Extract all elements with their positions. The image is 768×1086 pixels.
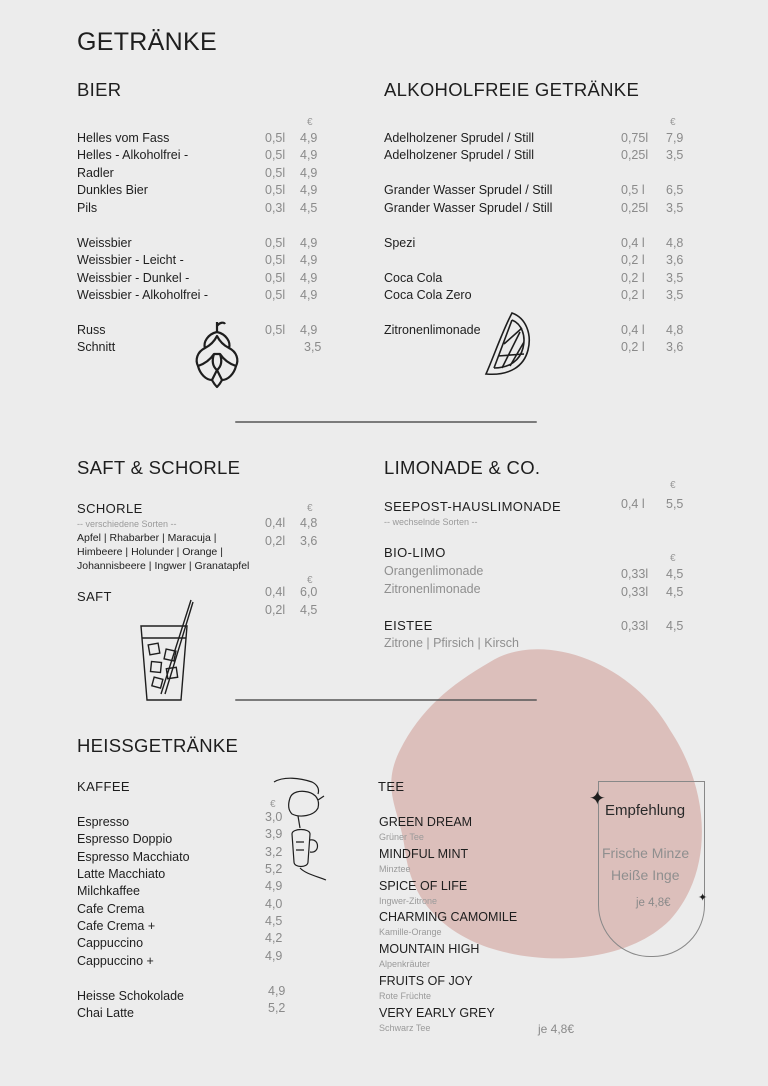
tee-item-name: VERY EARLY GREY (379, 1005, 495, 1020)
bier-item-name: Radler (77, 166, 114, 180)
tee-item-description: Minztee (379, 863, 411, 874)
kaffee-item-price: 4,9 (265, 949, 283, 963)
empfehlung-line: Frische Minze (602, 845, 690, 861)
bio-title: BIO-LIMO (384, 545, 446, 560)
alkoholfrei-item-price: 4,8 (666, 236, 684, 250)
alkoholfrei-item-qty: 0,4 l (621, 236, 645, 250)
schorle-sort-line: Johannisbeere | Ingwer | Granatapfel (77, 560, 250, 572)
tee-item-name: CHARMING CAMOMILE (379, 910, 518, 925)
alkoholfrei-item-name: Grander Wasser Sprudel / Still (384, 183, 553, 197)
bier-item-name: Weissbier (77, 236, 132, 250)
alkoholfrei-item-price: 6,5 (666, 183, 684, 197)
bier-item-name: Russ (77, 323, 106, 337)
tee-item-description: Kamille-Orange (379, 927, 442, 938)
saft-qty: 0,4l (265, 585, 286, 599)
bier-item-name: Weissbier - Dunkel - (77, 271, 190, 285)
bier-item-price: 4,9 (300, 271, 318, 285)
hop-icon (192, 320, 242, 390)
bio-euro: € (670, 553, 676, 564)
alkoholfrei-item-name: Zitronenlimonade (384, 323, 481, 337)
empfehlung-line: Heiße Inge (611, 867, 680, 883)
alkoholfrei-item-qty: 0,25l (621, 148, 649, 162)
kaffee-item-price: 4,9 (268, 984, 286, 998)
alkoholfrei-item-price: 3,5 (666, 201, 684, 215)
alkoholfrei-item-qty: 0,2 l (621, 340, 645, 354)
lemon-slice-icon (482, 310, 534, 378)
bier-item-qty: 0,5l (265, 271, 286, 285)
kaffee-item-price: 3,9 (265, 827, 283, 841)
saft-euro: € (307, 575, 313, 586)
bier-item-price: 4,9 (300, 183, 318, 197)
kaffee-item-name: Heisse Schokolade (77, 989, 185, 1003)
bio-item: Orangenlimonade (384, 564, 484, 578)
bier-item-name: Dunkles Bier (77, 183, 148, 197)
bier-item-qty: 0,5l (265, 288, 286, 302)
bier-item-price: 4,9 (300, 148, 318, 162)
tee-item-description: Schwarz Tee (379, 1022, 431, 1033)
bier-item-price: 4,5 (300, 201, 318, 215)
sparkle-icon: ✦ (589, 788, 606, 810)
saft-price: 4,5 (300, 603, 318, 617)
kaffee-item-price: 3,0 (265, 810, 283, 824)
bier-item-qty: 0,5l (265, 183, 286, 197)
alkoholfrei-item-name: Spezi (384, 236, 416, 250)
alkoholfrei-item-name: Adelholzener Sprudel / Still (384, 148, 535, 162)
schorle-price: 4,8 (300, 516, 318, 530)
bio-price: 4,5 (666, 567, 684, 581)
alkoholfrei-item-qty: 0,2 l (621, 253, 645, 267)
tee-item-name: MOUNTAIN HIGH (379, 942, 480, 957)
tee-item-name: FRUITS OF JOY (379, 974, 473, 988)
schorle-note: -- verschiedene Sorten -- (77, 519, 177, 529)
bier-heading: BIER (77, 79, 122, 100)
schorle-qty: 0,2l (265, 534, 286, 548)
limonade-heading: LIMONADE & CO. (384, 457, 541, 478)
alkoholfrei-item-name: Coca Cola (384, 271, 443, 285)
bier-item-price: 4,9 (300, 236, 318, 250)
tee-item-name: GREEN DREAM (379, 815, 473, 829)
tee-item-description: Rote Früchte (379, 991, 432, 1001)
bier-euro: € (307, 117, 313, 128)
schorle-title: SCHORLE (77, 501, 143, 516)
bier-item-name: Weissbier - Leicht - (77, 253, 184, 267)
kaffee-item-name: Cappuccino (77, 936, 144, 950)
divider-1 (235, 421, 537, 423)
kaffee-item-price: 4,9 (265, 879, 283, 893)
saft-qty: 0,2l (265, 603, 286, 617)
kaffee-item-name: Cappuccino + (77, 954, 154, 968)
alkoholfrei-item-qty: 0,4 l (621, 323, 645, 337)
alkoholfrei-item-qty: 0,5 l (621, 183, 645, 197)
kaffee-item-name: Espresso Doppio (77, 832, 173, 846)
kaffee-item-name: Espresso (77, 815, 130, 829)
heiss-heading: HEISSGETRÄNKE (77, 735, 239, 756)
bier-item-price: 4,9 (300, 166, 318, 180)
alkoholfrei-item-name: Adelholzener Sprudel / Still (384, 131, 535, 145)
bier-item-qty: 0,5l (265, 236, 286, 250)
page-title: GETRÄNKE (77, 28, 217, 56)
schorle-sort-line: Himbeere | Holunder | Orange | (77, 546, 223, 558)
eistee-title: EISTEE (384, 618, 433, 633)
bio-price: 4,5 (666, 585, 684, 599)
bier-item-price: 3,5 (304, 340, 322, 354)
bier-item-qty: 0,5l (265, 148, 286, 162)
seepost-note: -- wechselnde Sorten -- (384, 517, 478, 527)
tee-item-name: MINDFUL MINT (379, 846, 469, 861)
kaffee-item-price: 4,5 (265, 914, 283, 928)
schorle-sorts (77, 531, 249, 573)
tee-item-description: Alpenkräuter (379, 959, 431, 970)
alkoholfrei-item-name: Grander Wasser Sprudel / Still (384, 201, 553, 215)
alkoholfrei-item-price: 3,6 (666, 253, 684, 267)
bier-item-qty: 0,5l (265, 323, 286, 337)
saft-title: SAFT (77, 589, 112, 604)
bier-item-qty: 0,5l (265, 253, 286, 267)
empfehlung-price: je 4,8€ (636, 897, 671, 909)
bio-item: Zitronenlimonade (384, 582, 481, 596)
alkoholfrei-item-qty: 0,75l (621, 131, 649, 145)
kaffee-item-price: 5,2 (268, 1001, 286, 1015)
bier-item-name: Weissbier - Alkoholfrei - (77, 288, 209, 302)
alkoholfrei-heading: ALKOHOLFREIE GETRÄNKE (384, 79, 640, 100)
tee-item-name: SPICE OF LIFE (379, 878, 468, 893)
bier-item-price: 4,9 (300, 288, 318, 302)
alkoholfrei-item-qty: 0,2 l (621, 271, 645, 285)
seepost-price: 5,5 (666, 497, 684, 511)
schorle-price: 3,6 (300, 534, 318, 548)
alkoholfrei-item-price: 7,9 (666, 131, 684, 145)
saft-price: 6,0 (300, 585, 318, 599)
kaffee-item-name: Espresso Macchiato (77, 850, 190, 864)
eistee-price: 4,5 (666, 619, 684, 633)
bier-item-qty: 0,3l (265, 201, 286, 215)
tee-title: TEE (378, 779, 405, 794)
divider-2 (235, 699, 537, 701)
bier-item-name: Pils (77, 201, 98, 215)
bier-item-name: Schnitt (77, 340, 116, 354)
alkoholfrei-item-name: Coca Cola Zero (384, 288, 472, 302)
alkoholfrei-item-qty: 0,25l (621, 201, 649, 215)
bier-item-price: 4,9 (300, 323, 318, 337)
alkoholfrei-item-price: 3,5 (666, 288, 684, 302)
kaffee-item-name: Cafe Crema + (77, 919, 156, 933)
kaffee-item-name: Cafe Crema (77, 902, 145, 916)
bio-qty: 0,33l (621, 585, 649, 599)
kaffee-item-price: 3,2 (265, 845, 283, 859)
alkoholfrei-item-qty: 0,2 l (621, 288, 645, 302)
tee-item-description: Grüner Tee (379, 832, 424, 842)
alkoholfrei-euro: € (670, 117, 676, 128)
empfehlung-title: Empfehlung (605, 802, 686, 819)
kaffee-item-price: 4,0 (265, 897, 283, 911)
alkoholfrei-item-price: 3,5 (666, 271, 684, 285)
kaffee-euro: € (270, 799, 276, 810)
bier-item-name: Helles vom Fass (77, 131, 170, 145)
bio-qty: 0,33l (621, 567, 649, 581)
eistee-sorts: Zitrone | Pfirsich | Kirsch (384, 636, 519, 650)
alkoholfrei-item-price: 4,8 (666, 323, 684, 337)
tee-item-description: Ingwer-Zitrone (379, 895, 438, 906)
bier-item-qty: 0,5l (265, 131, 286, 145)
kaffee-item-name: Chai Latte (77, 1006, 134, 1020)
schorle-sort-line: Apfel | Rhabarber | Maracuja | (77, 532, 217, 544)
schorle-euro: € (307, 503, 313, 514)
sparkle-small-icon: ✦ (698, 892, 708, 904)
kaffee-item-price: 4,2 (265, 931, 283, 945)
bier-item-price: 4,9 (300, 131, 318, 145)
kaffee-item-name: Milchkaffee (77, 884, 140, 898)
bier-item-name: Helles - Alkoholfrei - (77, 148, 189, 162)
glass-with-straw-icon (135, 598, 195, 704)
schorle-qty: 0,4l (265, 516, 286, 530)
seepost-qty: 0,4 l (621, 497, 645, 511)
kaffee-title: KAFFEE (77, 779, 130, 794)
bier-item-price: 4,9 (300, 253, 318, 267)
alkoholfrei-item-price: 3,5 (666, 148, 684, 162)
alkoholfrei-item-price: 3,6 (666, 340, 684, 354)
eistee-qty: 0,33l (621, 619, 649, 633)
limonade-euro: € (670, 480, 676, 491)
tee-price: je 4,8€ (538, 1022, 575, 1036)
kaffee-item-price: 5,2 (265, 862, 283, 876)
kaffee-item-name: Latte Macchiato (77, 867, 166, 881)
bier-item-qty: 0,5l (265, 166, 286, 180)
saft-heading: SAFT & SCHORLE (77, 457, 241, 478)
seepost-title: SEEPOST-HAUSLIMONADE (384, 499, 562, 514)
